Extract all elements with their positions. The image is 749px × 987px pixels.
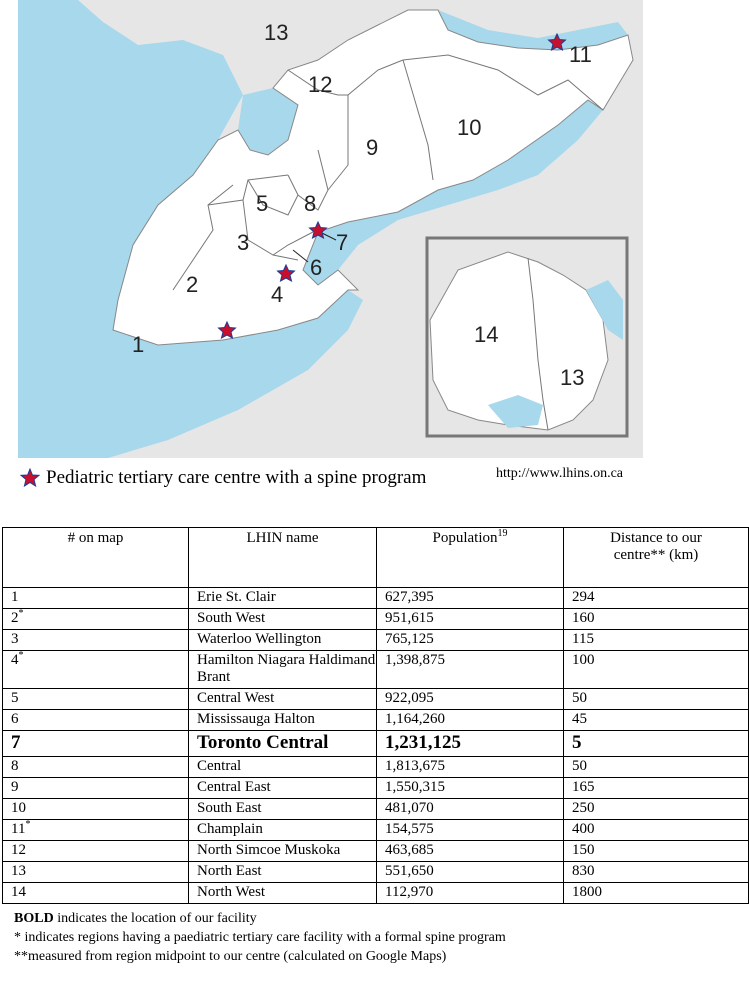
- table-row: [3, 883, 749, 904]
- cell-distance: 150: [564, 841, 749, 862]
- cell-map-number: 10: [3, 799, 189, 820]
- cell-map-number: 14: [3, 883, 189, 904]
- cell-distance: 400: [564, 820, 749, 841]
- cell-population: 627,395: [377, 588, 564, 609]
- table-row: [3, 820, 749, 841]
- region-label-3: 3: [237, 230, 250, 255]
- cell-population: 1,164,260: [377, 710, 564, 731]
- table-row: [3, 651, 749, 689]
- cell-map-number: 7: [3, 731, 189, 757]
- region-label-13: 13: [264, 20, 289, 45]
- header-lhin-name: LHIN name: [189, 528, 377, 588]
- cell-map-number: 6: [3, 710, 189, 731]
- note-star: * indicates regions having a paediatric tertiary care facility with a formal spine program: [14, 930, 506, 945]
- cell-population: 1,550,315: [377, 778, 564, 799]
- region-label-4: 4: [271, 282, 284, 307]
- region-label-7: 7: [336, 230, 349, 255]
- region-label-1: 1: [132, 332, 145, 357]
- lhin-map: [18, 0, 643, 458]
- region-label-5: 5: [256, 191, 269, 216]
- cell-lhin-name: North West: [189, 883, 377, 904]
- cell-population: 1,398,875: [377, 651, 564, 689]
- source-url: http://www.lhins.on.ca: [496, 466, 624, 481]
- header-map-number: # on map: [3, 528, 189, 588]
- cell-population: 481,070: [377, 799, 564, 820]
- cell-map-number: 2*: [3, 609, 189, 630]
- cell-distance: 50: [564, 757, 749, 778]
- region-label-9: 9: [366, 135, 379, 160]
- cell-population: 922,095: [377, 689, 564, 710]
- table-row: [3, 862, 749, 883]
- cell-lhin-name: Champlain: [189, 820, 377, 841]
- cell-population: 1,813,675: [377, 757, 564, 778]
- table-row: [3, 710, 749, 731]
- table-row: [3, 799, 749, 820]
- table-row: [3, 630, 749, 651]
- cell-lhin-name: Toronto Central: [189, 731, 377, 757]
- cell-population: 154,575: [377, 820, 564, 841]
- header-population: Population$^{19}$: [377, 528, 564, 588]
- note-bold: BOLD indicates the location of our facility: [14, 911, 257, 926]
- cell-distance: 50: [564, 689, 749, 710]
- cell-distance: 250: [564, 799, 749, 820]
- cell-population: 463,685: [377, 841, 564, 862]
- lhin-map-svg: [18, 0, 643, 458]
- cell-map-number: 4*: [3, 651, 189, 689]
- table-row: [3, 778, 749, 799]
- region-label-8: 8: [304, 191, 317, 216]
- cell-lhin-name: South West: [189, 609, 377, 630]
- table-row: [3, 731, 749, 757]
- table-row: [3, 841, 749, 862]
- region-label-6: 6: [310, 255, 323, 280]
- cell-distance: 1800: [564, 883, 749, 904]
- region-label-12: 12: [308, 72, 333, 97]
- region-label-2: 2: [186, 272, 199, 297]
- cell-lhin-name: Central West: [189, 689, 377, 710]
- cell-map-number: 8: [3, 757, 189, 778]
- cell-map-number: 3: [3, 630, 189, 651]
- table-notes: [14, 909, 506, 966]
- cell-lhin-name: North Simcoe Muskoka: [189, 841, 377, 862]
- cell-lhin-name: Waterloo Wellington: [189, 630, 377, 651]
- cell-map-number: 9: [3, 778, 189, 799]
- cell-map-number: 13: [3, 862, 189, 883]
- cell-distance: 5: [564, 731, 749, 757]
- cell-distance: 45: [564, 710, 749, 731]
- cell-lhin-name: Mississauga Halton: [189, 710, 377, 731]
- inset-northern-ontario: [427, 238, 627, 436]
- cell-distance: 100: [564, 651, 749, 689]
- cell-map-number: 11*: [3, 820, 189, 841]
- table-header-row: [3, 528, 749, 588]
- legend-text: Pediatric tertiary care centre with a spine program: [46, 467, 427, 488]
- cell-lhin-name: Central: [189, 757, 377, 778]
- map-legend: [20, 466, 740, 492]
- cell-lhin-name: North East: [189, 862, 377, 883]
- region-label-13-inset: 13: [560, 365, 585, 390]
- note-measure: **measured from region midpoint to our centre (calculated on Google Maps): [14, 949, 447, 964]
- region-label-10: 10: [457, 115, 482, 140]
- region-label-14: 14: [474, 322, 499, 347]
- cell-distance: 830: [564, 862, 749, 883]
- cell-distance: 115: [564, 630, 749, 651]
- region-label-11: 11: [569, 42, 592, 67]
- cell-distance: 165: [564, 778, 749, 799]
- cell-lhin-name: Hamilton Niagara Haldimand Brant: [189, 651, 377, 689]
- cell-distance: 160: [564, 609, 749, 630]
- cell-population: 765,125: [377, 630, 564, 651]
- cell-distance: 294: [564, 588, 749, 609]
- cell-lhin-name: Erie St. Clair: [189, 588, 377, 609]
- cell-lhin-name: Central East: [189, 778, 377, 799]
- cell-lhin-name: South East: [189, 799, 377, 820]
- table-row: [3, 689, 749, 710]
- table-row: [3, 609, 749, 630]
- table-row: [3, 757, 749, 778]
- cell-map-number: 5: [3, 689, 189, 710]
- cell-population: 551,650: [377, 862, 564, 883]
- cell-population: 1,231,125: [377, 731, 564, 757]
- cell-population: 112,970: [377, 883, 564, 904]
- cell-map-number: 12: [3, 841, 189, 862]
- lhin-table: [2, 527, 749, 904]
- cell-population: 951,615: [377, 609, 564, 630]
- star-icon: [20, 468, 40, 488]
- header-distance: Distance to our centre** (km): [564, 528, 749, 588]
- table-row: [3, 588, 749, 609]
- cell-map-number: 1: [3, 588, 189, 609]
